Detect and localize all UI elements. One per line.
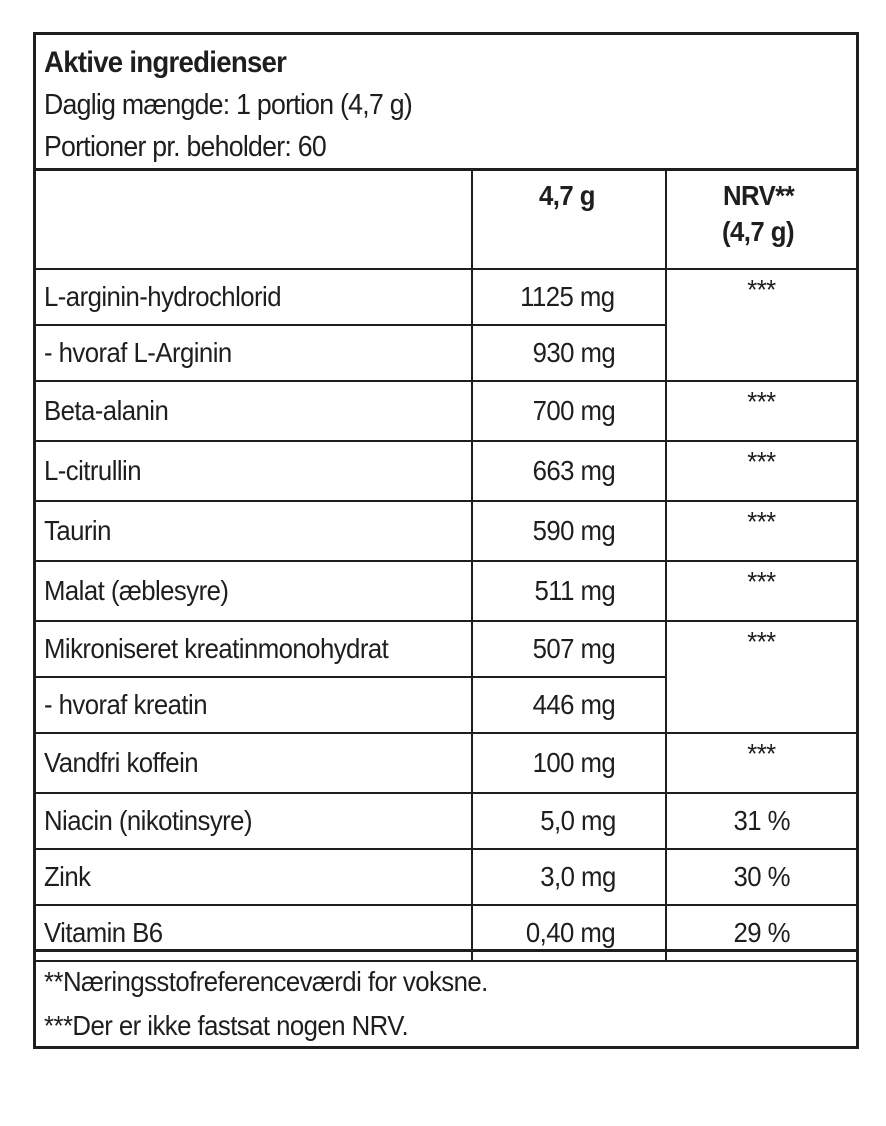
ingredient-amount: 590 mg [472,501,666,561]
ingredient-name: L-citrullin [36,441,472,501]
ingredient-nrv: 30 % [666,849,856,905]
ingredient-name: Vitamin B6 [36,905,472,961]
ingredient-nrv: *** [666,501,856,561]
ingredient-column-header [36,168,472,269]
ingredient-name: - hvoraf kreatin [36,677,472,733]
ingredient-name: - hvoraf L-Arginin [36,325,472,381]
ingredient-amount: 1125 mg [472,269,666,325]
amount-column-header: 4,7 g [472,168,666,269]
ingredient-name: Beta-alanin [36,381,472,441]
no-nrv-footnote: ***Der er ikke fastsat nogen NRV. [44,1010,409,1041]
ingredient-nrv: *** [666,561,856,621]
table-row [36,381,856,441]
supplement-facts-panel [33,32,859,1049]
ingredient-amount: 3,0 mg [472,849,666,905]
table-row [36,269,856,325]
ingredient-nrv: 31 % [666,793,856,849]
daily-amount-text: Daglig mængde: 1 portion (4,7 g) [44,89,412,121]
table-row [36,733,856,793]
ingredient-nrv: *** [666,381,856,441]
ingredient-amount: 446 mg [472,677,666,733]
table-row [36,441,856,501]
ingredient-name: Niacin (nikotinsyre) [36,793,472,849]
ingredient-nrv: 29 % [666,905,856,961]
table-row [36,621,856,677]
nrv-footnote: **Næringsstofreferenceværdi for voksne. [44,966,488,997]
table-header-row [36,168,856,269]
ingredient-name: Taurin [36,501,472,561]
ingredient-nrv: *** [666,621,856,733]
nrv-column-header: NRV** (4,7 g) [666,168,856,269]
servings-per-container-text: Portioner pr. beholder: 60 [44,131,326,163]
ingredient-name: Vandfri koffein [36,733,472,793]
table-row [36,849,856,905]
ingredient-amount: 511 mg [472,561,666,621]
ingredient-amount: 5,0 mg [472,793,666,849]
panel-header [36,35,856,171]
ingredient-amount: 0,40 mg [472,905,666,961]
ingredient-name: Malat (æblesyre) [36,561,472,621]
ingredient-amount: 663 mg [472,441,666,501]
table-row [36,501,856,561]
ingredient-amount: 507 mg [472,621,666,677]
footnotes [36,949,856,1048]
ingredient-amount: 100 mg [472,733,666,793]
ingredient-nrv: *** [666,269,856,381]
ingredient-name: Mikroniseret kreatinmonohydrat [36,621,472,677]
ingredient-nrv: *** [666,441,856,501]
ingredient-amount: 700 mg [472,381,666,441]
ingredient-name: Zink [36,849,472,905]
panel-title: Aktive ingredienser [44,46,287,79]
ingredient-amount: 930 mg [472,325,666,381]
ingredient-nrv: *** [666,733,856,793]
table-row [36,793,856,849]
ingredient-name: L-arginin-hydrochlorid [36,269,472,325]
table-row [36,561,856,621]
ingredients-table [36,168,856,962]
